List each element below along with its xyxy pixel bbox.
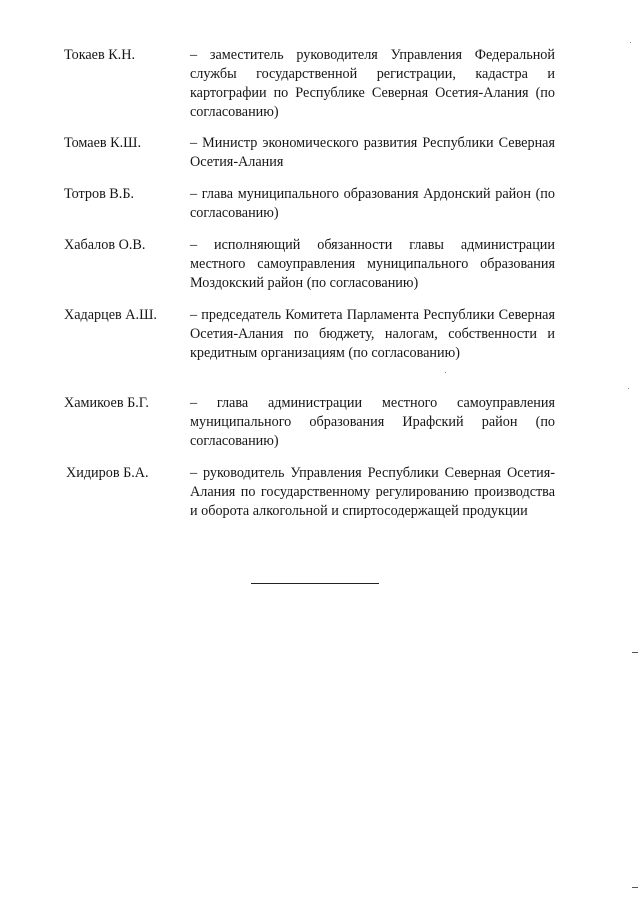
member-name: Токаев К.Н. [64,47,136,63]
member-name: Хабалов О.В. [64,237,146,253]
scan-edge-mark [632,652,638,653]
member-name: Тотров В.Б. [64,186,135,202]
member-name: Томаев К.Ш. [64,135,142,151]
closing-divider-line [251,583,379,584]
member-role: – исполняющий обязанности главы администрации местного самоуправления муниципального образования Моздокский район (по согласованию) [190,237,555,291]
scan-speck [445,372,446,373]
member-role: – глава муниципального образования Ардонский район (по согласованию) [190,186,555,221]
member-role: – руководитель Управления Республики Северная Осетия-Алания по государственному регулированию производства и оборота алкогольной и спиртосодержащей продукции [190,465,555,519]
scan-speck [628,388,629,389]
scan-speck [630,42,631,43]
member-role: – Министр экономического развития Республики Северная Осетия-Алания [190,135,555,170]
member-name: Хамикоев Б.Г. [64,395,149,411]
scan-edge-mark [632,887,638,888]
member-name: Хадарцев А.Ш. [64,307,157,323]
member-role: – заместитель руководителя Управления Федеральной службы государственной регистрации, кадастра и картографии по Республике Северная Осетия-Алания (по согласованию) [190,47,555,120]
member-name: Хидиров Б.А. [66,465,149,481]
member-role: – глава администрации местного самоуправления муниципального образования Ирафский район (по согласованию) [190,395,555,449]
member-role: – председатель Комитета Парламента Республики Северная Осетия-Алания по бюджету, налогам, собственности и кредитным организациям (по согласованию) [190,307,555,361]
